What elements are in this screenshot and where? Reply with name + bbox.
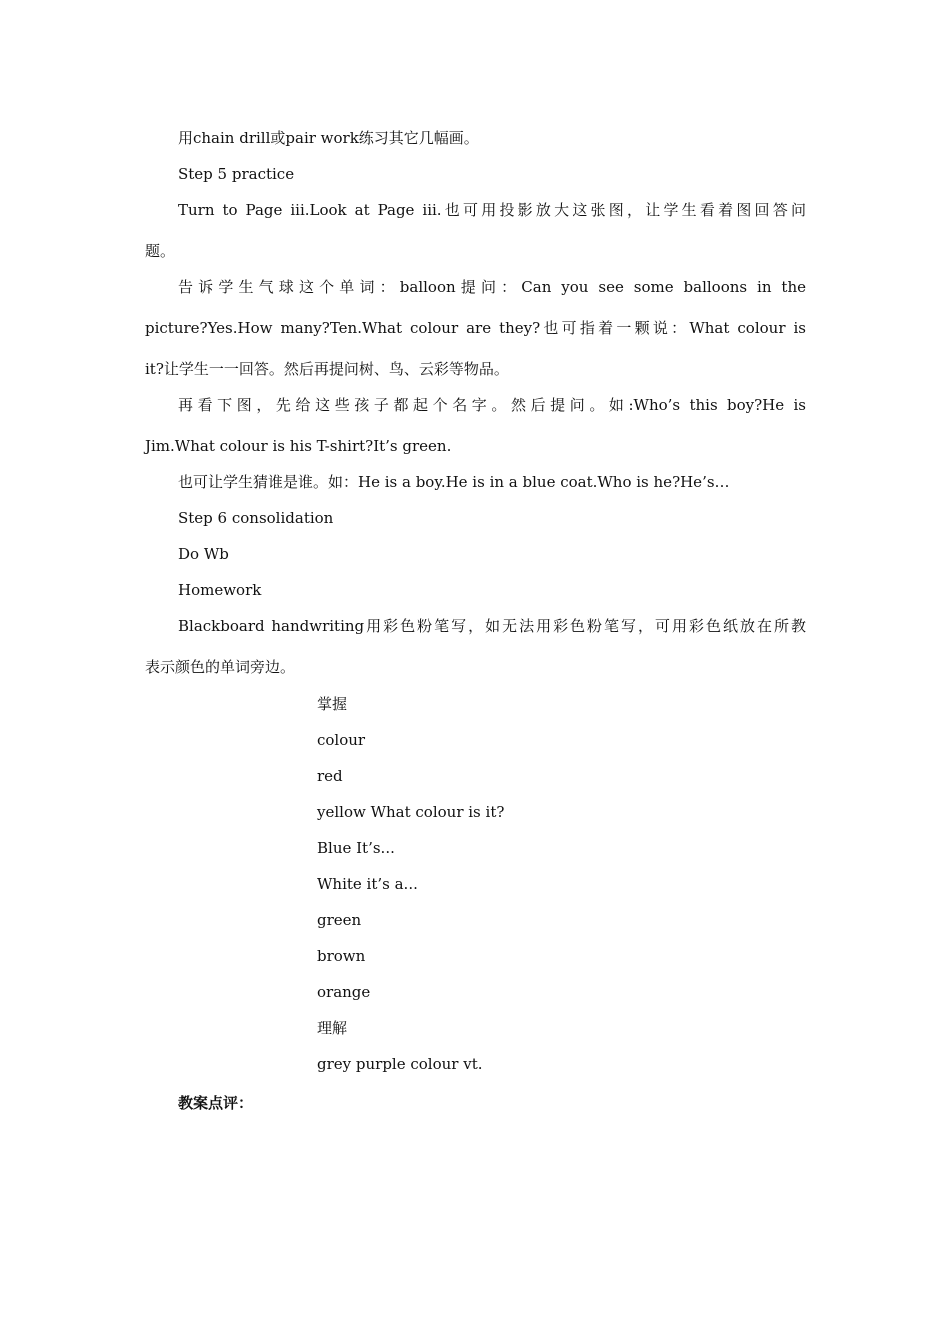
blackboard-item: orange [317, 983, 371, 1001]
text-line: 表示颜色的单词旁边。 [145, 658, 296, 676]
blackboard-item: 掌握 [317, 695, 348, 713]
step6-heading: Step 6 consolidation [178, 509, 334, 527]
text-line: 告诉学生气球这个单词：balloon提问：Can you see some balloons in the [178, 278, 806, 296]
blackboard-item: colour [317, 731, 366, 749]
text-line: Turn to Page iii.Look at Page iii.也可用投影放大这张图，让学生看着图回答问 [178, 201, 806, 219]
step5-heading: Step 5 practice [178, 165, 295, 183]
blackboard-item: grey purple colour vt. [317, 1055, 483, 1073]
text-line: picture?Yes.How many?Ten.What colour are they?也可指着一颗说：What colour is [145, 319, 806, 337]
homework-heading: Homework [178, 581, 262, 599]
blackboard-item: 理解 [317, 1019, 348, 1037]
blackboard-item: yellow What colour is it? [317, 803, 505, 821]
blackboard-item: brown [317, 947, 366, 965]
text-line: Do Wb [178, 545, 229, 563]
review-label: 教案点评： [178, 1094, 254, 1112]
blackboard-item: red [317, 767, 343, 785]
text-line: Jim.What colour is his T-shirt?It’s green. [145, 437, 452, 455]
text-line: Blackboard handwriting用彩色粉笔写，如无法用彩色粉笔写，可用彩色纸放在所教 [178, 617, 806, 635]
blackboard-item: Blue It’s... [317, 839, 395, 857]
text-line: 再看下图，先给这些孩子都起个名字。然后提问。如:Who’s this boy?He is [178, 396, 806, 414]
blackboard-item: White it’s a... [317, 875, 418, 893]
text-line: 题。 [145, 242, 176, 260]
text-line: 也可让学生猜谁是谁。如：He is a boy.He is in a blue coat.Who is he?He’s… [178, 473, 730, 491]
blackboard-item: green [317, 911, 362, 929]
text-line: 用chain drill或pair work练习其它几幅画。 [178, 129, 479, 147]
text-line: it?让学生一一回答。然后再提问树、鸟、云彩等物品。 [145, 360, 509, 378]
